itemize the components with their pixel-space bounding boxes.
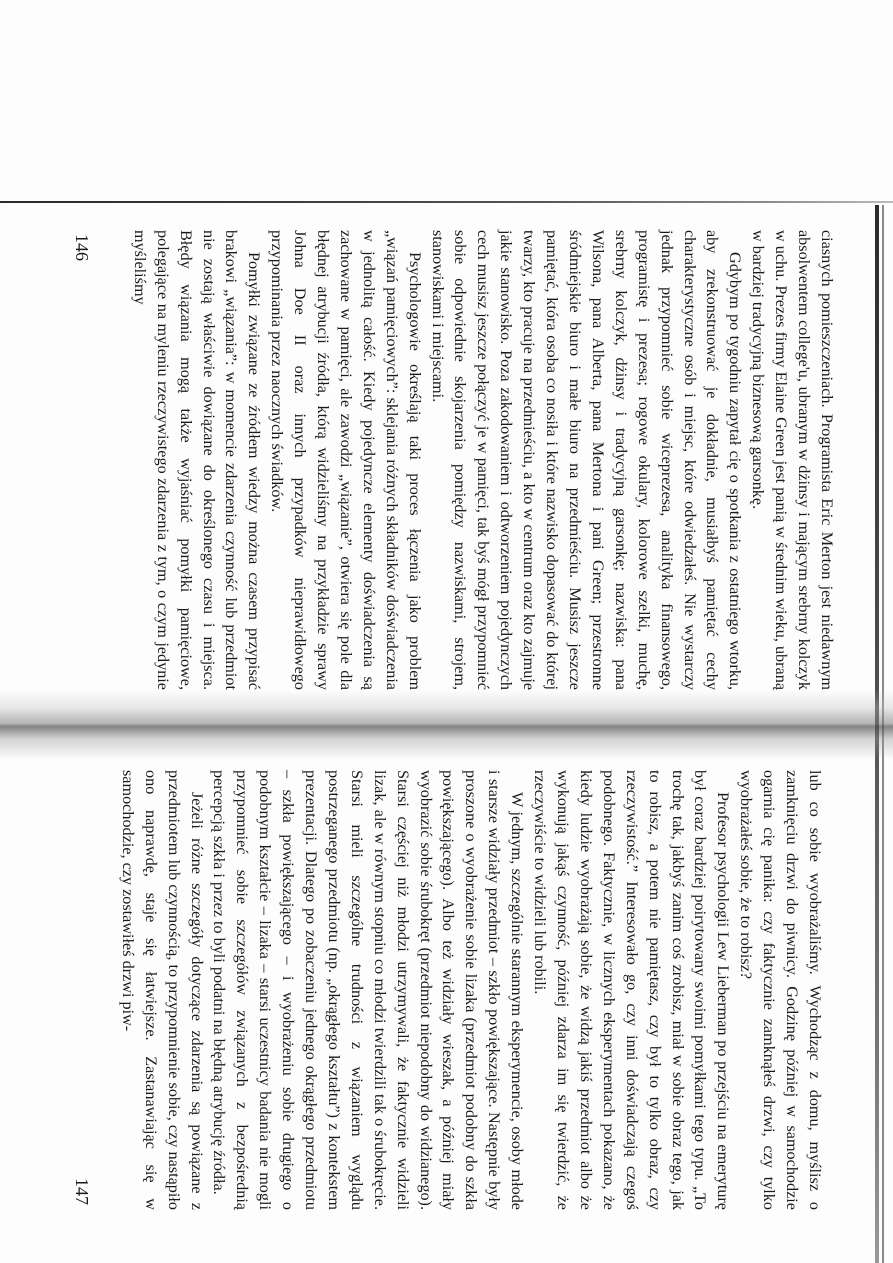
page-147-text (116, 770, 826, 1210)
paragraph: Psychologowie określają taki proces łączenia jako problem „wiązań pamięciowych”: sklejania różnych składników doświadczenia w jednolitą całość. Kiedy pojedyncze elementy doświadczenia są zachowane w pamięci, ale zawodzi „wiązanie”, otwiera się pole dla błędnej atrybucji źródła, którą widzieliśmy na przykładzie sprawy Johna Doe II oraz innych przypadków nieprawidłowego przypominania przez naocznych świadków. (268, 230, 424, 690)
page-top-edge (0, 201, 893, 203)
paragraph: lub co sobie wyobrażaliśmy. Wychodząc z domu, myślisz o zamknięciu drzwi do piwnicy. Godzinę później w samochodzie ogarnia cię panika: czy faktycznie zamknąłeś drzwi, czy tylko wyobrażałeś sobie, że to robisz? (737, 770, 824, 1210)
paragraph: W jednym, szczególnie starannym eksperymencie, osoby młode i starsze widziały przedmiot – szkło powiększające. Następnie były proszone o wyobrażenie sobie lizaka (przedmiot podobny do szkła powiększającego). Albo też widziały wieszak, a później miały wyobrazić sobie śrubokręt (przedmiot niepodobny do widzianego). Starsi częściej niż młodzi utrzymywali, że faktycznie widzieli lizak, ale w równym stopniu co młodzi twierdzili tak o śrubokręcie. Starsi mieli szczególne trudności z wiązaniem wyglądu postrzeganego przedmiotu (np. „okrągłego kształtu”) z kontekstem prezentacji. Dlatego po zobaczeniu jednego okrągłego przedmiotu – szkła powiększającego – i wyobrażeniu sobie drugiego o podobnym kształcie – lizaka – starsi uczestnicy badania nie mogli przypomnieć sobie szczegółów związanych z bezpośrednią percepcją szkła i przez to byli podatni na błędną atrybucję źródła. (210, 770, 527, 1210)
page-right-edge-outer (882, 205, 884, 1263)
paragraph: Jeżeli różne szczegóły dotyczące zdarzenia są powiązane z przedmiotem lub czynnością, to przypomnienie sobie, czy nastąpiło ono naprawdę, staje się łatwiejsze. Zastanawiając się w samochodzie, czy zostawiłeś drzwi piw- (118, 770, 206, 1210)
paragraph: Pomyłki związane ze źródłem wiedzy można czasem przypisać brakowi „wiązania”: w momencie zdarzenia czynność lub przedmiot nie zostają właściwie dowiązane do określonego czasu i miejsca. Błędy wiązania mogą także wyjaśniać pomyłki pamięciowe, polegające na myleniu rzeczywistego zdarzenia z tym, o czym jedynie myśleliśmy (130, 230, 264, 690)
page-right-edge (875, 205, 879, 1263)
page-number-146: 146 (72, 234, 92, 261)
page-number-147: 147 (72, 1178, 92, 1205)
paragraph: ciasnych pomieszczeniach. Programista Eric Merton jest niedawnym absolwentem college'u, ubranym w dżinsy i mającym srebrny kolczyk w uchu. Prezes firmy Elaine Green jest panią w średnim wieku, ubraną w bardziej tradycyjną biznesową garsonkę. (749, 230, 836, 690)
book-gutter-shadow (0, 690, 893, 760)
paragraph: Gdybym po tygodniu zapytał cię o spotkania z ostatniego wtorku, aby zrekonstruować je dokładnie, musiałbyś pamiętać cechy charakterystyczne osób i miejsc, które odwiedzałeś. Nie wystarczy jednak przypomnieć sobie wiceprezesa, analityka finansowego, programistę i prezesa; rogowe okulary, kolorowe szelki, muchę, srebrny kolczyk, dżinsy i tradycyjną garsonkę; nazwiska: pana Wilsona, pana Alberta, pana Mertona i pani Green; przestronne śródmiejskie biuro i małe biuro na przedmieściu. Musisz jeszcze pamiętać, która osoba co nosiła i które nazwisko dopasować do której twarzy, kto pracuje na przedmieściu, a kto w centrum oraz kto zajmuje jakie stanowisko. Poza zakodowaniem i odtworzeniem pojedynczych cech musisz jeszcze połączyć je w pamięci, tak byś mógł przypomnieć sobie odpowiednie skojarzenia pomiędzy nazwiskami, strojem, stanowiskami i miejscami. (428, 230, 745, 690)
page-146-text (128, 230, 838, 690)
paragraph: Profesor psychologii Lew Lieberman po przejściu na emeryturę był coraz bardziej poirytowany swoimi pomyłkami tego typu. „To trochę tak, jakbyś zanim coś zrobisz, miał w sobie obraz tego, jak to robisz, a potem nie pamiętasz, czy był to tylko obraz, czy rzeczywistość.” Interesowało go, czy inni doświadczają czegoś podobnego. Faktycznie, w licznych eksperymentach pokazano, że kiedy ludzie wyobrażają sobie, że widzą jakiś przedmiot albo że wykonują jakąś czynność, później zdarza im się twierdzić, że rzeczywiście to widzieli lub robili. (531, 770, 733, 1210)
